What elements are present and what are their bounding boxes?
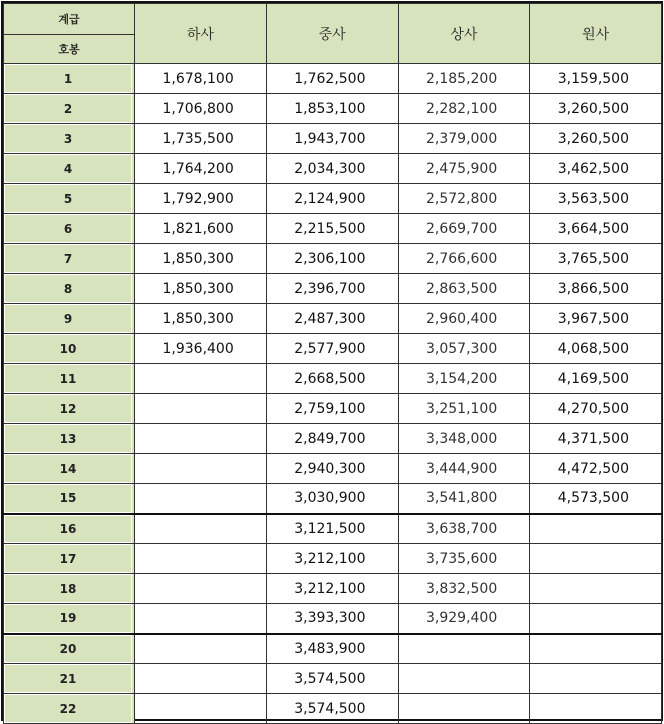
step-cell — [4, 634, 135, 664]
salary-cell: 1,936,400 — [135, 334, 267, 364]
salary-cell: 2,487,300 — [266, 304, 398, 334]
salary-cell: 1,853,100 — [266, 94, 398, 124]
step-cell — [4, 694, 135, 724]
step-number: 3 — [4, 124, 132, 153]
salary-cell: 2,668,500 — [266, 364, 398, 394]
step-number: 2 — [4, 94, 132, 123]
step-number: 17 — [4, 544, 132, 573]
table-row — [4, 94, 662, 124]
salary-cell: 1,943,700 — [266, 124, 398, 154]
salary-cell — [530, 664, 662, 694]
step-number: 21 — [4, 664, 132, 693]
salary-cell — [398, 694, 530, 724]
salary-cell: 3,121,500 — [266, 514, 398, 544]
table-row — [4, 544, 662, 574]
step-cell — [4, 214, 135, 244]
step-cell — [4, 664, 135, 694]
step-cell — [4, 574, 135, 604]
salary-cell: 1,850,300 — [135, 304, 267, 334]
step-cell — [4, 424, 135, 454]
salary-cell: 2,124,900 — [266, 184, 398, 214]
step-cell — [4, 334, 135, 364]
salary-cell — [530, 514, 662, 544]
step-number: 8 — [4, 274, 132, 303]
table-row — [4, 664, 662, 694]
salary-cell — [135, 634, 267, 664]
salary-cell: 1,735,500 — [135, 124, 267, 154]
salary-cell: 3,260,500 — [530, 124, 662, 154]
salary-cell: 4,169,500 — [530, 364, 662, 394]
salary-cell — [135, 574, 267, 604]
salary-cell: 3,664,500 — [530, 214, 662, 244]
column-header: 상사 — [398, 4, 530, 64]
step-number: 14 — [4, 454, 132, 483]
salary-cell: 3,393,300 — [266, 604, 398, 634]
salary-cell: 2,759,100 — [266, 394, 398, 424]
salary-cell: 3,159,500 — [530, 64, 662, 94]
salary-cell: 2,577,900 — [266, 334, 398, 364]
salary-cell: 3,866,500 — [530, 274, 662, 304]
step-cell — [4, 364, 135, 394]
table-row — [4, 514, 662, 544]
salary-cell — [398, 664, 530, 694]
salary-cell — [530, 574, 662, 604]
salary-cell: 2,379,000 — [398, 124, 530, 154]
salary-cell: 1,678,100 — [135, 64, 267, 94]
salary-table-frame — [1, 1, 663, 721]
salary-cell: 2,306,100 — [266, 244, 398, 274]
step-label: 호봉 — [4, 35, 135, 64]
salary-cell: 3,030,900 — [266, 484, 398, 514]
table-row — [4, 184, 662, 214]
step-cell — [4, 304, 135, 334]
salary-cell: 1,850,300 — [135, 274, 267, 304]
salary-cell: 2,863,500 — [398, 274, 530, 304]
salary-cell: 3,929,400 — [398, 604, 530, 634]
step-number: 4 — [4, 154, 132, 183]
salary-cell: 1,850,300 — [135, 244, 267, 274]
step-number: 6 — [4, 214, 132, 243]
salary-cell — [135, 364, 267, 394]
salary-cell — [135, 394, 267, 424]
salary-cell: 2,572,800 — [398, 184, 530, 214]
salary-cell: 1,762,500 — [266, 64, 398, 94]
salary-cell: 3,154,200 — [398, 364, 530, 394]
table-row — [4, 364, 662, 394]
salary-table — [3, 3, 662, 724]
salary-cell — [135, 484, 267, 514]
table-row — [4, 214, 662, 244]
salary-cell: 4,573,500 — [530, 484, 662, 514]
salary-cell: 4,371,500 — [530, 424, 662, 454]
salary-cell: 1,764,200 — [135, 154, 267, 184]
step-number: 19 — [4, 604, 132, 633]
salary-cell: 3,574,500 — [266, 694, 398, 724]
step-number: 5 — [4, 184, 132, 213]
step-number: 10 — [4, 334, 132, 363]
table-row — [4, 604, 662, 634]
table-row — [4, 394, 662, 424]
salary-cell: 3,251,100 — [398, 394, 530, 424]
salary-cell: 2,960,400 — [398, 304, 530, 334]
salary-cell: 1,706,800 — [135, 94, 267, 124]
step-number: 16 — [4, 515, 132, 544]
step-cell — [4, 94, 135, 124]
salary-cell: 2,185,200 — [398, 64, 530, 94]
salary-cell: 4,270,500 — [530, 394, 662, 424]
salary-cell — [135, 454, 267, 484]
header-row — [4, 4, 662, 35]
salary-cell — [530, 694, 662, 724]
table-row — [4, 634, 662, 664]
salary-cell: 2,766,600 — [398, 244, 530, 274]
step-number: 12 — [4, 394, 132, 423]
salary-cell: 2,034,300 — [266, 154, 398, 184]
step-number: 13 — [4, 424, 132, 453]
step-cell — [4, 274, 135, 304]
step-cell — [4, 394, 135, 424]
salary-cell: 3,574,500 — [266, 664, 398, 694]
table-row — [4, 694, 662, 724]
table-row — [4, 124, 662, 154]
salary-cell — [135, 544, 267, 574]
salary-cell: 3,967,500 — [530, 304, 662, 334]
step-cell — [4, 604, 135, 634]
salary-cell: 2,396,700 — [266, 274, 398, 304]
salary-cell — [135, 514, 267, 544]
salary-cell: 3,212,100 — [266, 544, 398, 574]
column-header: 하사 — [135, 4, 267, 64]
salary-cell — [398, 634, 530, 664]
table-row — [4, 334, 662, 364]
salary-cell: 2,849,700 — [266, 424, 398, 454]
step-cell — [4, 514, 135, 544]
salary-cell: 2,215,500 — [266, 214, 398, 244]
column-header: 원사 — [530, 4, 662, 64]
salary-cell: 2,940,300 — [266, 454, 398, 484]
salary-cell: 3,765,500 — [530, 244, 662, 274]
table-row — [4, 424, 662, 454]
salary-cell: 3,563,500 — [530, 184, 662, 214]
salary-cell: 3,483,900 — [266, 634, 398, 664]
salary-cell: 3,462,500 — [530, 154, 662, 184]
table-row — [4, 154, 662, 184]
salary-cell — [135, 694, 267, 724]
salary-cell — [135, 424, 267, 454]
salary-cell: 3,057,300 — [398, 334, 530, 364]
step-cell — [4, 154, 135, 184]
column-header: 중사 — [266, 4, 398, 64]
salary-cell — [530, 634, 662, 664]
table-row — [4, 484, 662, 514]
salary-cell: 3,735,600 — [398, 544, 530, 574]
step-number: 22 — [4, 694, 132, 723]
salary-cell: 3,832,500 — [398, 574, 530, 604]
step-number: 1 — [4, 64, 132, 93]
step-cell — [4, 244, 135, 274]
step-number: 11 — [4, 364, 132, 393]
salary-cell: 3,212,100 — [266, 574, 398, 604]
step-cell — [4, 124, 135, 154]
table-row — [4, 274, 662, 304]
step-cell — [4, 484, 135, 514]
table-row — [4, 244, 662, 274]
salary-cell — [135, 664, 267, 694]
salary-cell: 3,638,700 — [398, 514, 530, 544]
salary-cell: 3,444,900 — [398, 454, 530, 484]
table-row — [4, 454, 662, 484]
salary-cell: 3,260,500 — [530, 94, 662, 124]
salary-cell — [530, 544, 662, 574]
salary-cell: 3,348,000 — [398, 424, 530, 454]
step-number: 15 — [4, 484, 132, 513]
step-cell — [4, 64, 135, 94]
step-cell — [4, 544, 135, 574]
salary-cell: 2,282,100 — [398, 94, 530, 124]
salary-cell: 1,821,600 — [135, 214, 267, 244]
step-number: 20 — [4, 635, 132, 664]
salary-cell: 4,068,500 — [530, 334, 662, 364]
salary-cell — [530, 604, 662, 634]
step-cell — [4, 454, 135, 484]
salary-cell: 2,669,700 — [398, 214, 530, 244]
table-row — [4, 64, 662, 94]
table-body — [4, 64, 662, 724]
salary-cell: 3,541,800 — [398, 484, 530, 514]
salary-cell: 2,475,900 — [398, 154, 530, 184]
salary-cell: 1,792,900 — [135, 184, 267, 214]
step-number: 9 — [4, 304, 132, 333]
step-number: 7 — [4, 244, 132, 273]
salary-cell — [135, 604, 267, 634]
table-row — [4, 304, 662, 334]
step-cell — [4, 184, 135, 214]
table-row — [4, 574, 662, 604]
step-number: 18 — [4, 574, 132, 603]
salary-cell: 4,472,500 — [530, 454, 662, 484]
grade-label: 계급 — [4, 4, 135, 35]
